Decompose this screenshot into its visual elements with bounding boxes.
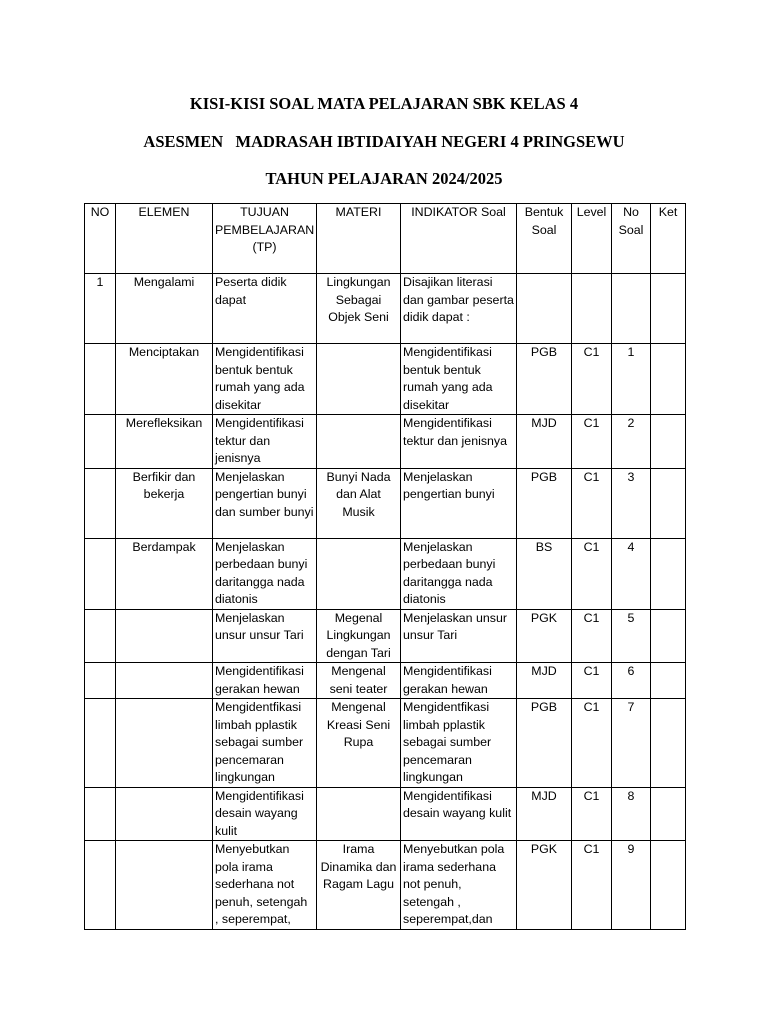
cell-no-soal: 5 bbox=[612, 609, 651, 663]
cell-elemen bbox=[116, 787, 213, 841]
cell-elemen: Berfikir dan bekerja bbox=[116, 468, 213, 538]
cell-materi: Irama Dinamika dan Ragam Lagu bbox=[317, 841, 401, 930]
cell-materi bbox=[317, 787, 401, 841]
cell-indikator: Menjelaskan unsur unsur Tari bbox=[401, 609, 517, 663]
cell-ket bbox=[651, 344, 686, 415]
cell-elemen: Merefleksikan bbox=[116, 415, 213, 469]
cell-tujuan: Menjelaskan pengertian bunyi dan sumber bunyi bbox=[213, 468, 317, 538]
cell-no bbox=[85, 699, 116, 788]
cell-level: C1 bbox=[572, 699, 612, 788]
cell-bentuk-soal: BS bbox=[517, 538, 572, 609]
cell-no bbox=[85, 663, 116, 699]
cell-materi: Bunyi Nada dan Alat Musik bbox=[317, 468, 401, 538]
cell-ket bbox=[651, 609, 686, 663]
cell-no-soal bbox=[612, 274, 651, 344]
header-tujuan: TUJUAN PEMBELAJARAN (TP) bbox=[213, 204, 317, 274]
cell-tujuan: Menjelaskan perbedaan bunyi daritangga nada diatonis bbox=[213, 538, 317, 609]
cell-no-soal: 9 bbox=[612, 841, 651, 930]
cell-elemen bbox=[116, 699, 213, 788]
cell-tujuan: Mengidentfikasi limbah pplastik sebagai sumber pencemaran lingkungan bbox=[213, 699, 317, 788]
table-row bbox=[85, 274, 686, 344]
cell-bentuk-soal: PGK bbox=[517, 609, 572, 663]
table-row bbox=[85, 609, 686, 663]
cell-materi: Mengenal Kreasi Seni Rupa bbox=[317, 699, 401, 788]
cell-no bbox=[85, 538, 116, 609]
table-row bbox=[85, 699, 686, 788]
table-row bbox=[85, 663, 686, 699]
kisi-kisi-table bbox=[84, 203, 686, 930]
cell-ket bbox=[651, 841, 686, 930]
cell-no bbox=[85, 841, 116, 930]
header-no: NO bbox=[85, 204, 116, 274]
cell-level: C1 bbox=[572, 841, 612, 930]
cell-materi: Mengenal seni teater bbox=[317, 663, 401, 699]
cell-indikator: Mengidentifikasi tektur dan jenisnya bbox=[401, 415, 517, 469]
cell-level: C1 bbox=[572, 663, 612, 699]
table-row bbox=[85, 468, 686, 538]
cell-no-soal: 1 bbox=[612, 344, 651, 415]
cell-no: 1 bbox=[85, 274, 116, 344]
table-row bbox=[85, 538, 686, 609]
cell-bentuk-soal: PGB bbox=[517, 699, 572, 788]
cell-bentuk-soal bbox=[517, 274, 572, 344]
cell-level: C1 bbox=[572, 538, 612, 609]
cell-no bbox=[85, 415, 116, 469]
header-level: Level bbox=[572, 204, 612, 274]
cell-no bbox=[85, 468, 116, 538]
cell-ket bbox=[651, 468, 686, 538]
header-no-soal: No Soal bbox=[612, 204, 651, 274]
cell-no bbox=[85, 787, 116, 841]
cell-ket bbox=[651, 274, 686, 344]
cell-elemen: Menciptakan bbox=[116, 344, 213, 415]
header-elemen: ELEMEN bbox=[116, 204, 213, 274]
cell-bentuk-soal: MJD bbox=[517, 415, 572, 469]
cell-no bbox=[85, 609, 116, 663]
cell-no-soal: 2 bbox=[612, 415, 651, 469]
cell-tujuan: Menyebutkan pola irama sederhana not penuh, setengah , seperempat, bbox=[213, 841, 317, 930]
cell-tujuan: Mengidentifikasi bentuk bentuk rumah yang ada disekitar bbox=[213, 344, 317, 415]
cell-no-soal: 4 bbox=[612, 538, 651, 609]
cell-ket bbox=[651, 663, 686, 699]
cell-materi: Megenal Lingkungan dengan Tari bbox=[317, 609, 401, 663]
document-title: KISI-KISI SOAL MATA PELAJARAN SBK KELAS 4 bbox=[189, 94, 579, 113]
cell-materi bbox=[317, 415, 401, 469]
header-materi: MATERI bbox=[317, 204, 401, 274]
header-bentuk-soal: Bentuk Soal bbox=[517, 204, 572, 274]
cell-materi: Lingkungan Sebagai Objek Seni bbox=[317, 274, 401, 344]
cell-tujuan: Mengidentifikasi gerakan hewan bbox=[213, 663, 317, 699]
cell-indikator: Menyebutkan pola irama sederhana not penuh, setengah , seperempat,dan bbox=[401, 841, 517, 930]
cell-indikator: Mengidentifikasi gerakan hewan bbox=[401, 663, 517, 699]
cell-indikator: Mengidentfikasi limbah pplastik sebagai sumber pencemaran lingkungan bbox=[401, 699, 517, 788]
header-indikator: INDIKATOR Soal bbox=[401, 204, 517, 274]
table-header-row bbox=[85, 204, 686, 274]
cell-elemen bbox=[116, 663, 213, 699]
cell-tujuan: Menjelaskan unsur unsur Tari bbox=[213, 609, 317, 663]
cell-ket bbox=[651, 699, 686, 788]
cell-elemen: Berdampak bbox=[116, 538, 213, 609]
cell-materi bbox=[317, 538, 401, 609]
cell-no-soal: 8 bbox=[612, 787, 651, 841]
academic-year: TAHUN PELAJARAN 2024/2025 bbox=[265, 169, 503, 188]
cell-no-soal: 6 bbox=[612, 663, 651, 699]
header-ket: Ket bbox=[651, 204, 686, 274]
table-row bbox=[85, 841, 686, 930]
cell-elemen bbox=[116, 609, 213, 663]
cell-bentuk-soal: PGB bbox=[517, 344, 572, 415]
cell-no-soal: 7 bbox=[612, 699, 651, 788]
cell-indikator: Menjelaskan perbedaan bunyi daritangga nada diatonis bbox=[401, 538, 517, 609]
table-row bbox=[85, 787, 686, 841]
document-subtitle: ASESMEN MADRASAH IBTIDAIYAH NEGERI 4 PRINGSEWU bbox=[143, 132, 625, 151]
cell-tujuan: Mengidentifikasi tektur dan jenisnya bbox=[213, 415, 317, 469]
cell-level: C1 bbox=[572, 787, 612, 841]
cell-level: C1 bbox=[572, 468, 612, 538]
cell-materi bbox=[317, 344, 401, 415]
cell-level: C1 bbox=[572, 609, 612, 663]
cell-tujuan: Mengidentifikasi desain wayang kulit bbox=[213, 787, 317, 841]
cell-ket bbox=[651, 538, 686, 609]
cell-indikator: Mengidentifikasi desain wayang kulit bbox=[401, 787, 517, 841]
cell-bentuk-soal: PGB bbox=[517, 468, 572, 538]
table-row bbox=[85, 344, 686, 415]
cell-bentuk-soal: MJD bbox=[517, 663, 572, 699]
cell-indikator: Menjelaskan pengertian bunyi bbox=[401, 468, 517, 538]
cell-indikator: Mengidentifikasi bentuk bentuk rumah yang ada disekitar bbox=[401, 344, 517, 415]
cell-no-soal: 3 bbox=[612, 468, 651, 538]
cell-bentuk-soal: MJD bbox=[517, 787, 572, 841]
cell-level: C1 bbox=[572, 344, 612, 415]
cell-no bbox=[85, 344, 116, 415]
cell-tujuan: Peserta didik dapat bbox=[213, 274, 317, 344]
cell-ket bbox=[651, 415, 686, 469]
cell-level: C1 bbox=[572, 415, 612, 469]
cell-elemen: Mengalami bbox=[116, 274, 213, 344]
table-row bbox=[85, 415, 686, 469]
cell-ket bbox=[651, 787, 686, 841]
cell-indikator: Disajikan literasi dan gambar peserta didik dapat : bbox=[401, 274, 517, 344]
cell-elemen bbox=[116, 841, 213, 930]
cell-level bbox=[572, 274, 612, 344]
cell-bentuk-soal: PGK bbox=[517, 841, 572, 930]
